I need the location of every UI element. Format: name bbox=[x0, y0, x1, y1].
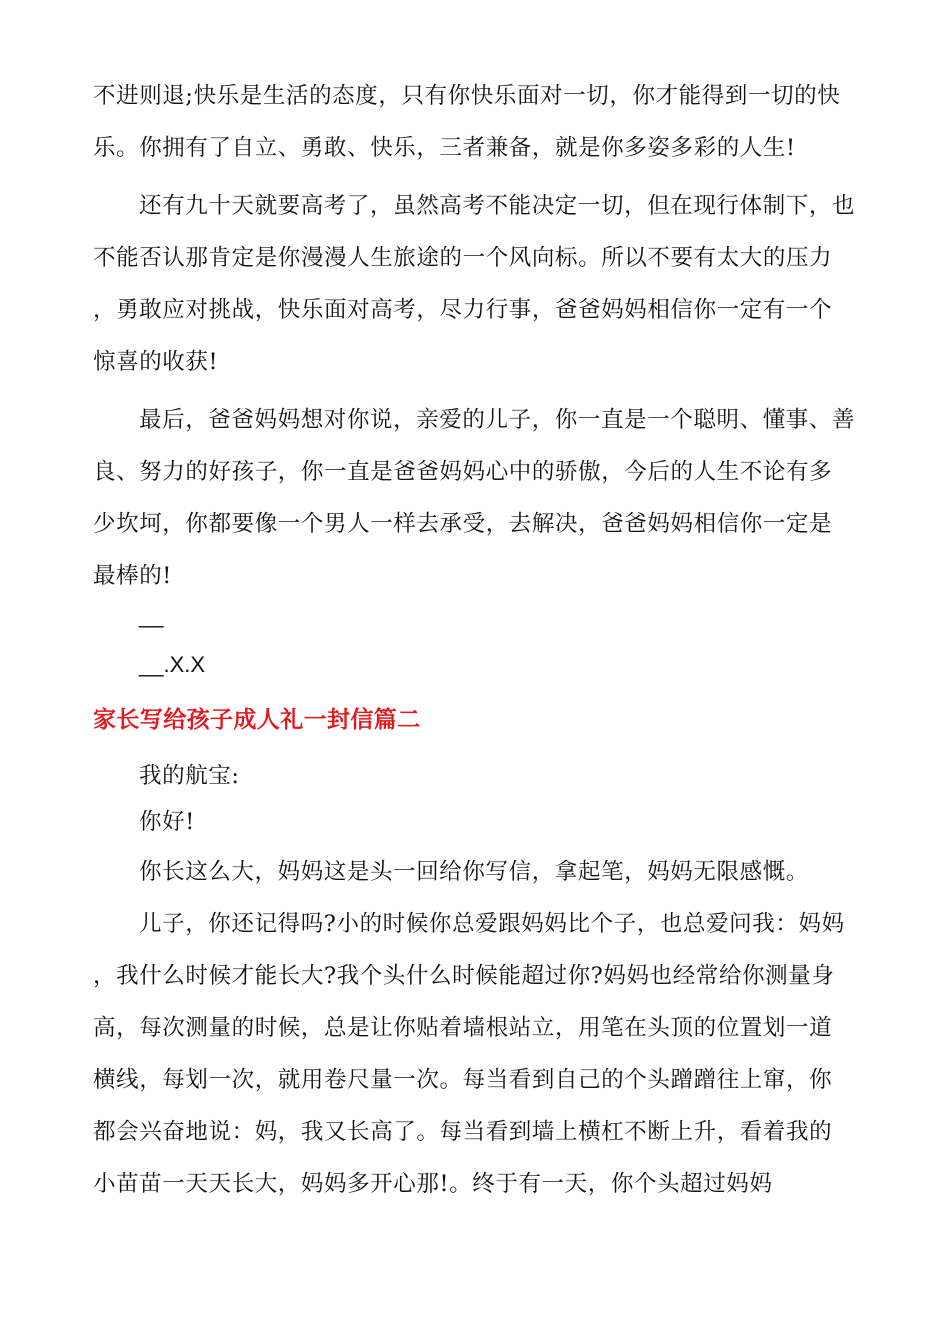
text-line: 高，每次测量的时候，总是让你贴着墙根站立，用笔在头顶的位置划一道 bbox=[93, 1015, 833, 1041]
text-line: 不进则退;快乐是生活的态度，只有你快乐面对一切，你才能得到一切的快 bbox=[93, 83, 841, 109]
text-line: ，我什么时候才能长大?我个头什么时候能超过你?妈妈也经常给你测量身 bbox=[93, 963, 835, 989]
text-line: 不能否认那肯定是你漫漫人生旅途的一个风向标。所以不要有太大的压力 bbox=[93, 245, 833, 271]
text-line: 少坎坷，你都要像一个男人一样去承受，去解决，爸爸妈妈相信你一定是 bbox=[93, 511, 833, 537]
signature-line-2: __.X.X bbox=[139, 652, 206, 677]
text-line: 儿子，你还记得吗?小的时候你总爱跟妈妈比个子，也总爱问我：妈妈 bbox=[139, 911, 845, 937]
text-line: 横线，每划一次，就用卷尺量一次。每当看到自己的个头蹭蹭往上窜，你 bbox=[93, 1067, 833, 1093]
text-line: 都会兴奋地说：妈，我又长高了。每当看到墙上横杠不断上升，看着我的 bbox=[93, 1119, 833, 1145]
text-line: 最后，爸爸妈妈想对你说，亲爱的儿子，你一直是一个聪明、懂事、善 bbox=[139, 407, 856, 433]
signature-line-1: __ bbox=[139, 603, 164, 628]
text-line: 小苗苗一天天长大，妈妈多开心那!。终于有一天，你个头超过妈妈 bbox=[93, 1171, 773, 1197]
text-line: 惊喜的收获! bbox=[93, 349, 219, 375]
section-heading: 家长写给孩子成人礼一封信篇二 bbox=[93, 707, 421, 733]
text-line: 乐。你拥有了自立、勇敢、快乐，三者兼备，就是你多姿多彩的人生! bbox=[93, 135, 796, 161]
text-line: 良、努力的好孩子，你一直是爸爸妈妈心中的骄傲，今后的人生不论有多 bbox=[93, 459, 833, 485]
text-line: ，勇敢应对挑战，快乐面对高考，尽力行事，爸爸妈妈相信你一定有一个 bbox=[93, 297, 833, 323]
text-line: 还有九十天就要高考了，虽然高考不能决定一切，但在现行体制下，也 bbox=[139, 193, 856, 219]
text-line: 你长这么大，妈妈这是头一回给你写信，拿起笔，妈妈无限感慨。 bbox=[139, 859, 809, 885]
letter-salutation: 我的航宝: bbox=[139, 763, 240, 789]
text-line: 最棒的! bbox=[93, 563, 172, 589]
letter-greeting: 你好! bbox=[139, 809, 195, 835]
